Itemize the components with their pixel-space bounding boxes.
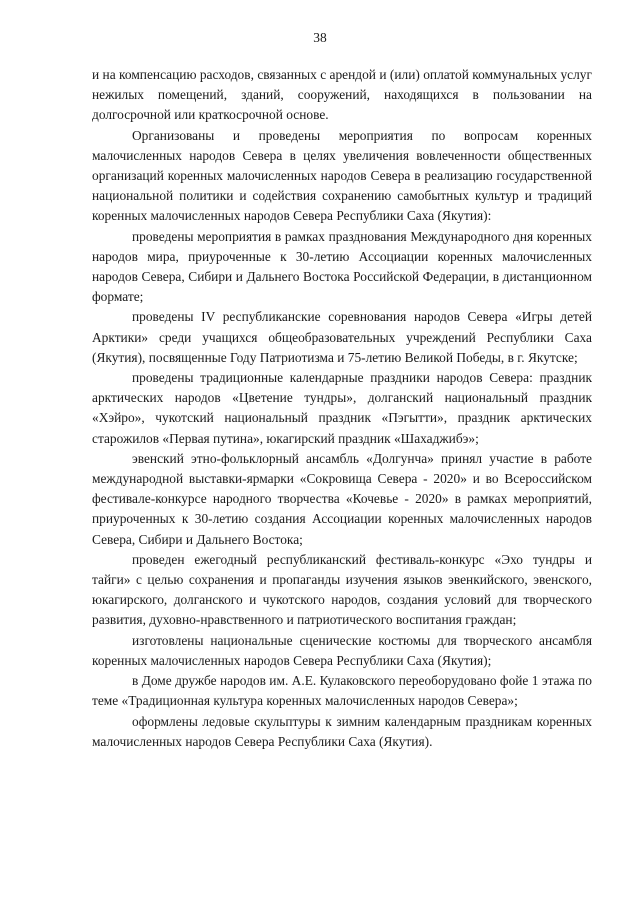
paragraph: оформлены ледовые скульптуры к зимним календарным праздникам коренных малочисленных народов Севера Республики Саха (Якутия).	[92, 713, 592, 749]
paragraph: проведен ежегодный республиканский фестиваль-конкурс «Эхо тундры и тайги» с целью сохранения и пропаганды изучения языков эвенкийского, эвенского, юкагирского, долганского и чукотского народов, создания условий для творческого развития, духовно-нравственного и патриотического воспитания граждан;	[92, 551, 592, 628]
paragraph: проведены IV республиканские соревнования народов Севера «Игры детей Арктики» среди учащихся общеобразовательных учреждений Республики Саха (Якутия), посвященные Году Патриотизма и 75-летию Великой Победы, в г. Якутске;	[92, 309, 592, 365]
paragraph: проведены мероприятия в рамках празднования Международного дня коренных народов мира, приуроченные к 30-летию Ассоциации коренных малочисленных народов Севера, Сибири и Дальнего Востока Российской Федерации, в дистанционном формате;	[92, 228, 592, 305]
paragraph: в Доме дружбе народов им. А.Е. Кулаковского переоборудовано фойе 1 этажа по теме «Традиционная культура коренных малочисленных народов Севера»;	[92, 673, 592, 709]
document-body	[92, 65, 592, 752]
paragraph: изготовлены национальные сценические костюмы для творческого ансамбля коренных малочисленных народов Севера Республики Саха (Якутия);	[92, 632, 592, 668]
paragraph: эвенский этно-фольклорный ансамбль «Долгунча» принял участие в работе международной выставки-ярмарки «Сокровища Севера - 2020» и во Всероссийском фестивале-конкурсе народного творчества «Кочевье - 2020» в рамках мероприятий, приуроченных к 30-летию создания Ассоциации коренных малочисленных народов Севера, Сибири и Дальнего Востока;	[92, 450, 592, 547]
page-number: 38	[313, 30, 327, 45]
paragraph: проведены традиционные календарные праздники народов Севера: праздник арктических народов «Цветение тундры», долганский национальный праздник «Хэйро», чукотский национальный праздник «Пэгытти», праздник арктических старожилов «Первая путина», юкагирский праздник «Шахаджибэ»;	[92, 370, 592, 446]
paragraph: Организованы и проведены мероприятия по вопросам коренных малочисленных народов Севера в целях увеличения вовлеченности общественных организаций коренных малочисленных народов Севера в реализацию государственной национальной политики и содействия сохранению самобытных культур и традиций коренных малочисленных народов Севера Республики Саха (Якутия):	[92, 127, 592, 224]
paragraph: и на компенсацию расходов, связанных с арендой и (или) оплатой коммунальных услуг нежилых помещений, зданий, сооружений, находящихся в пользовании на долгосрочной или краткосрочной основе.	[92, 67, 592, 123]
